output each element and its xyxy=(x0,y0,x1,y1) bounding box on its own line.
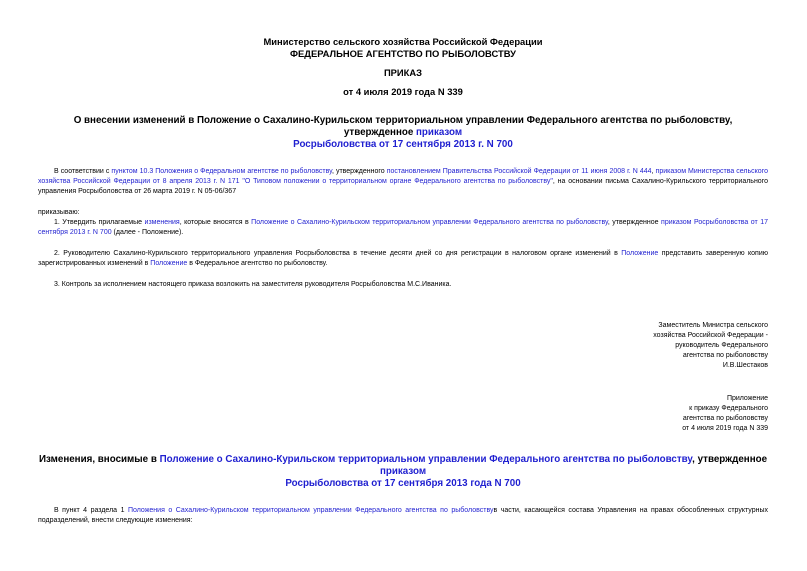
link-regulation-2[interactable]: Положение xyxy=(621,250,659,257)
text: , утвержденного xyxy=(331,168,387,175)
text: , утвержденное xyxy=(607,219,662,226)
ministry-name: Министерство сельского хозяйства Российской Федерации xyxy=(263,36,543,47)
appendix-line: к приказу Федерального xyxy=(689,405,768,412)
text: , которые вносятся в xyxy=(179,219,252,226)
text: , на основании письма Сахалино-Курильского территориального управления Росрыболовства от 26 марта 2019 г. N 05-06/367 xyxy=(38,178,768,195)
changes-title xyxy=(38,454,768,490)
paragraph-item-2 xyxy=(38,249,768,269)
changes-order-link-line2[interactable]: Росрыболовства от 17 сентября 2013 года N 700 xyxy=(285,478,521,489)
text: Изменения, вносимые в xyxy=(38,454,160,465)
agency-name: ФЕДЕРАЛЬНОЕ АГЕНТСТВО ПО РЫБОЛОВСТВУ xyxy=(290,47,516,59)
link-order-700[interactable]: приказом Росрыболовства от 17 сентября 2013 г. N 700 xyxy=(38,219,769,236)
signature-line: агентства по рыболовству xyxy=(682,352,768,359)
link-changes[interactable]: изменения xyxy=(144,219,180,226)
link-regulation-3[interactable]: Положение xyxy=(150,260,188,267)
document-date-number: от 4 июля 2019 года N 339 xyxy=(343,86,463,97)
text: 2. Руководителю Сахалино-Курильского территориального управления Росрыболовства в течение десяти дней со дня регистрации в налоговом органе изменений в xyxy=(54,250,622,257)
changes-regulation-link[interactable]: Положение о Сахалино-Курильском территориальном управлении Федерального агентства по рыболовству xyxy=(159,454,693,465)
paragraph-basis xyxy=(38,167,768,197)
text: 1. Утвердить прилагаемые xyxy=(54,219,145,226)
appendix-block xyxy=(568,394,768,434)
signature-block xyxy=(568,321,768,371)
text: (далее - Положение). xyxy=(111,229,184,236)
link-point-10-3[interactable]: пунктом 10.3 Положения о Федеральном агентстве по рыболовству xyxy=(111,168,332,175)
title-order-link[interactable]: приказом xyxy=(416,127,463,138)
text: В соответствии с xyxy=(54,168,112,175)
changes-order-link[interactable]: приказом xyxy=(379,466,427,477)
appendix-line: агентства по рыболовству xyxy=(682,415,768,422)
paragraph-item-3: 3. Контроль за исполнением настоящего приказа возложить на заместителя руководителя Росрыболовства М.С.Иваника. xyxy=(54,281,452,288)
document-type: ПРИКАЗ xyxy=(383,67,423,78)
paragraph-item-1 xyxy=(38,218,768,238)
text: , xyxy=(651,168,656,175)
signer-name: И.В.Шестаков xyxy=(722,362,768,369)
document-header xyxy=(38,36,768,59)
text: в части, касающейся состава Управления на правах обособленных структурных подразделений, внести следующие изменения: xyxy=(38,507,768,524)
link-regulation[interactable]: Положение о Сахалино-Курильском территориальном управлении Федерального агентства по рыболовству xyxy=(251,219,608,226)
text: , утвержденное xyxy=(692,454,768,465)
link-government-decree[interactable]: постановлением Правительства Российской Федерации от 11 июня 2008 г. N 444 xyxy=(386,168,652,175)
link-ministry-order[interactable]: приказом Министерства сельского хозяйства Российской Федерации от 8 апреля 2013 г. N 171 "О Типовом положении о территориальном органе Федерального агентства по рыболовству" xyxy=(38,168,768,185)
document-title xyxy=(38,115,768,151)
link-regulation-4[interactable]: Положения о Сахалино-Курильском территориальном управлении Федерального агентства по рыболовству xyxy=(127,507,494,514)
paragraph-changes xyxy=(38,506,768,526)
title-text: О внесении изменений в Положение о Сахалино-Курильском территориальном управлении Федерального агентства по рыболовству, утвержденное xyxy=(73,115,733,138)
text: представить заверенную копию зарегистрированных изменений в xyxy=(38,250,769,267)
paragraph-order-word: приказываю: xyxy=(38,209,80,216)
appendix-line: Приложение xyxy=(726,395,768,402)
text: В пункт 4 раздела 1 xyxy=(54,507,128,514)
title-order-link-line2[interactable]: Росрыболовства от 17 сентября 2013 г. N 700 xyxy=(293,139,513,150)
signature-line: хозяйства Российской Федерации - xyxy=(653,332,768,339)
signature-line: руководитель Федерального xyxy=(675,342,768,349)
text: в Федеральное агентство по рыболовству. xyxy=(187,260,328,267)
appendix-line: от 4 июля 2019 года N 339 xyxy=(682,425,768,432)
signature-line: Заместитель Министра сельского xyxy=(658,322,768,329)
